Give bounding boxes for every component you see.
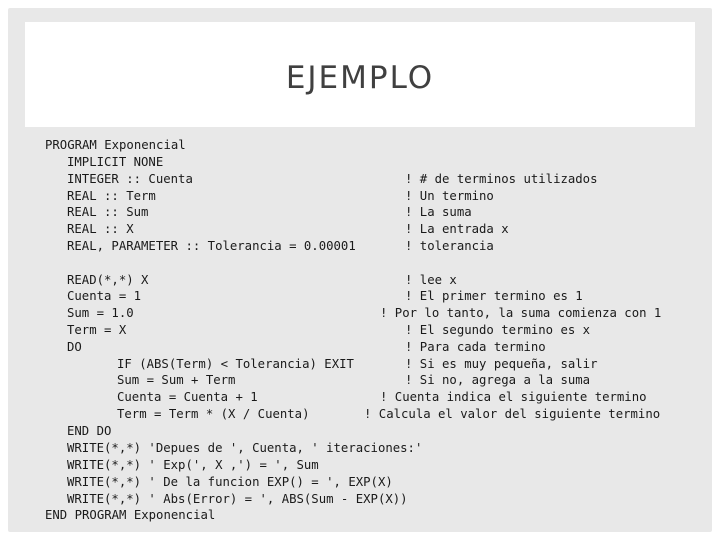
code-line: Cuenta = 1	[67, 289, 142, 303]
code-line: REAL, PARAMETER :: Tolerancia = 0.00001	[67, 239, 356, 253]
code-line: Cuenta = Cuenta + 1	[117, 390, 258, 404]
code-comment: ! # de terminos utilizados	[405, 172, 598, 186]
code-comment: ! Cuenta indica el siguiente termino	[380, 390, 647, 404]
code-line: WRITE(*,*) ' De la funcion EXP() = ', EXP(X)	[67, 475, 393, 489]
code-comment: ! Para cada termino	[405, 340, 546, 354]
slide-title: EJEMPLO	[285, 60, 435, 96]
code-line: IF (ABS(Term) < Tolerancia) EXIT	[117, 357, 354, 371]
code-line: IMPLICIT NONE	[67, 155, 164, 169]
code-line: END PROGRAM Exponencial	[45, 508, 216, 522]
code-comment: ! Si es muy pequeña, salir	[405, 357, 598, 371]
code-line: REAL :: Sum	[67, 205, 149, 219]
code-comment: ! Calcula el valor del siguiente termino	[364, 407, 661, 421]
code-comment: ! lee x	[405, 273, 457, 287]
code-comment: ! El segundo termino es x	[405, 323, 591, 337]
code-comment: ! tolerancia	[405, 239, 494, 253]
code-line: PROGRAM Exponencial	[45, 138, 186, 152]
code-comment: ! Si no, agrega a la suma	[405, 373, 591, 387]
code-line: REAL :: X	[67, 222, 134, 236]
code-line: WRITE(*,*) ' Abs(Error) = ', ABS(Sum - EXP(X))	[67, 492, 408, 506]
code-comment: ! La entrada x	[405, 222, 509, 236]
code-line: WRITE(*,*) 'Depues de ', Cuenta, ' iteraciones:'	[67, 441, 423, 455]
code-comment: ! La suma	[405, 205, 472, 219]
code-line: REAL :: Term	[67, 189, 156, 203]
code-line: WRITE(*,*) ' Exp(', X ,') = ', Sum	[67, 458, 319, 472]
title-box	[25, 22, 695, 127]
code-comment: ! Por lo tanto, la suma comienza con 1	[380, 306, 662, 320]
code-line: Sum = 1.0	[67, 306, 134, 320]
code-line: Term = X	[67, 323, 127, 337]
code-line: Sum = Sum + Term	[117, 373, 236, 387]
code-comment: ! Un termino	[405, 189, 494, 203]
code-line: Term = Term * (X / Cuenta)	[117, 407, 310, 421]
code-line: INTEGER :: Cuenta	[67, 172, 193, 186]
code-line: READ(*,*) X	[67, 273, 149, 287]
code-line: DO	[67, 340, 82, 354]
code-line: END DO	[67, 424, 112, 438]
code-comment: ! El primer termino es 1	[405, 289, 583, 303]
